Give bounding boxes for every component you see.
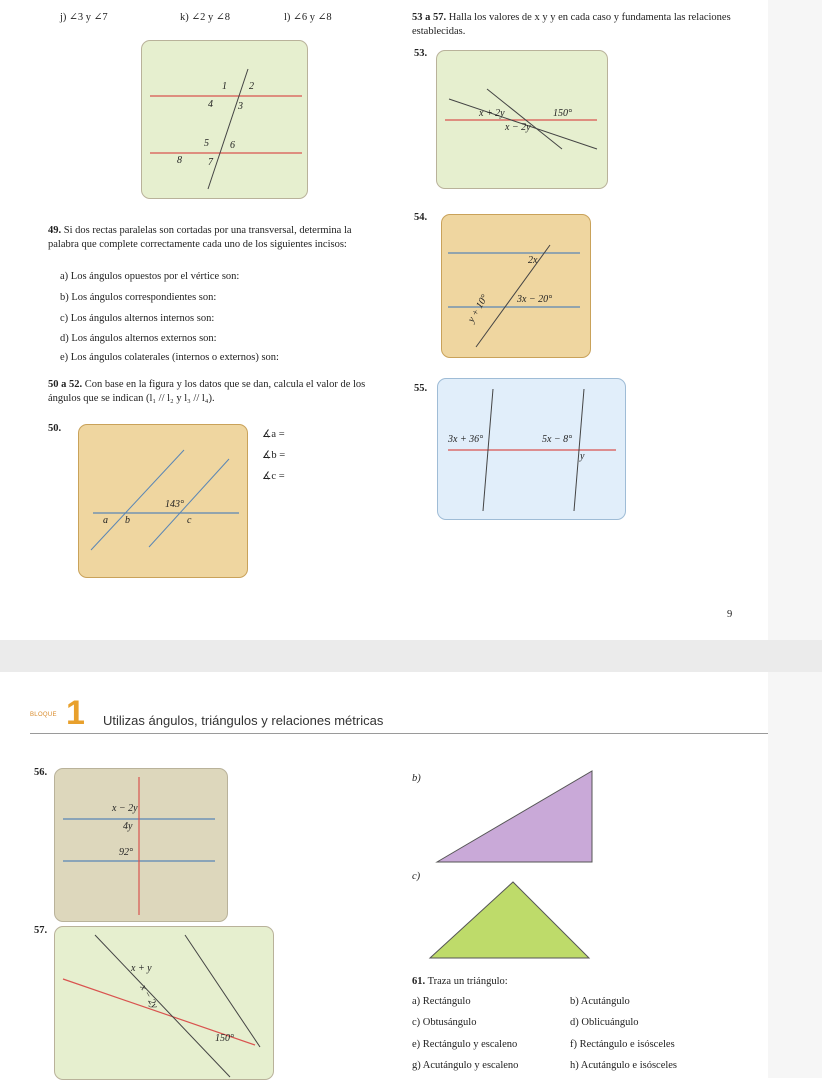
q53-57-text: Halla los valores de x y y en cada caso y fundamenta las relaciones establecidas. <box>412 12 731 37</box>
item-j: j) ∠3 y ∠7 <box>60 12 108 23</box>
q49-item-c: c) Los ángulos alternos internos son: <box>60 313 215 324</box>
item-k: k) ∠2 y ∠8 <box>180 12 230 23</box>
q61-option-a: a) Rectángulo <box>412 996 471 1007</box>
q49-item-a: a) Los ángulos opuestos por el vértice son: <box>60 271 240 282</box>
q56-number: 56. <box>34 767 48 778</box>
angle-label-5: 5 <box>204 138 209 149</box>
answer-a: ∡a = <box>262 429 285 440</box>
angle-label-4: 4 <box>208 99 213 110</box>
q53-label-xm2y: x − 2y <box>505 122 531 133</box>
q55-label-3x36: 3x + 36° <box>448 434 484 445</box>
angle-label-2: 2 <box>249 81 254 92</box>
q61-option-f: f) Rectángulo e isósceles <box>570 1039 675 1050</box>
q53-number: 53. <box>414 48 428 59</box>
q50-52-number: 50 a 52. <box>48 379 83 390</box>
question-61 <box>412 975 508 989</box>
q53-label-150: 150° <box>553 108 572 119</box>
q54-number: 54. <box>414 212 428 223</box>
angle-label-7: 7 <box>208 157 213 168</box>
q61-number: 61. <box>412 976 426 987</box>
q57-label-xm2y: x − 2y <box>137 983 160 1011</box>
angle-label-1: 1 <box>222 81 227 92</box>
q55-label-y: y <box>580 451 585 462</box>
triangle-c-label: c) <box>412 871 421 882</box>
q49-item-b: b) Los ángulos correspondientes son: <box>60 292 217 303</box>
q54-label-3x: 3x − 20° <box>517 294 553 305</box>
q56-label-4y: 4y <box>123 821 133 832</box>
q61-option-d: d) Oblicuángulo <box>570 1017 639 1028</box>
q61-option-e: e) Rectángulo y escaleno <box>412 1039 518 1050</box>
q50-angle-143: 143° <box>165 499 184 510</box>
q57-label-xy: x + y <box>131 963 152 974</box>
q50-number: 50. <box>48 423 62 434</box>
bloque-number: 1 <box>66 694 85 732</box>
item-l: l) ∠6 y ∠8 <box>284 12 332 23</box>
triangle-b-label: b) <box>412 773 421 784</box>
chapter-title: Utilizas ángulos, triángulos y relaciones métricas <box>103 713 384 728</box>
triangle-b <box>437 771 592 862</box>
q55-number: 55. <box>414 383 428 394</box>
q61-option-h: h) Acutángulo e isósceles <box>570 1060 678 1071</box>
page-number: 9 <box>727 609 733 620</box>
bloque-label: BLOQUE <box>30 712 57 718</box>
angle-label-8: 8 <box>177 155 182 166</box>
answer-c: ∡c = <box>262 471 285 482</box>
angle-label-6: 6 <box>230 140 235 151</box>
q61-option-b: b) Acutángulo <box>570 996 630 1007</box>
q57-label-150: 150° <box>215 1033 234 1044</box>
q54-label-2x: 2x <box>528 255 538 266</box>
q53-57-number: 53 a 57. <box>412 12 447 23</box>
q55-label-5x8: 5x − 8° <box>542 434 573 445</box>
q49-number: 49. <box>48 225 62 236</box>
q50-label-b: b <box>125 515 130 526</box>
q56-label-xm2y: x − 2y <box>112 803 138 814</box>
q61-text: Traza un triángulo: <box>427 976 508 987</box>
q50-label-c: c <box>187 515 192 526</box>
q54-label-y10: y + 10° <box>466 292 491 325</box>
q61-option-c: c) Obtusángulo <box>412 1017 477 1028</box>
angle-label-3: 3 <box>238 101 243 112</box>
q61-option-g: g) Acutángulo y escaleno <box>412 1060 519 1071</box>
triangle-c <box>430 882 589 958</box>
q50-label-a: a <box>103 515 108 526</box>
q56-label-92: 92° <box>119 847 133 858</box>
q57-number: 57. <box>34 925 48 936</box>
q49-text: Si dos rectas paralelas son cortadas por una transversal, determina la palabra que complete correctamente cada uno de los siguientes incisos: <box>48 225 352 250</box>
q49-item-d: d) Los ángulos alternos externos son: <box>60 333 217 344</box>
q50-52-text: Con base en la figura y los datos que se dan, calcula el valor de los ángulos que se indican (l₁ // l₂ y l₃ // l₄). <box>48 379 366 404</box>
q49-item-e: e) Los ángulos colaterales (internos o externos) son: <box>60 352 279 363</box>
q53-label-x2y: x + 2y <box>479 108 505 119</box>
answer-b: ∡b = <box>262 450 286 461</box>
